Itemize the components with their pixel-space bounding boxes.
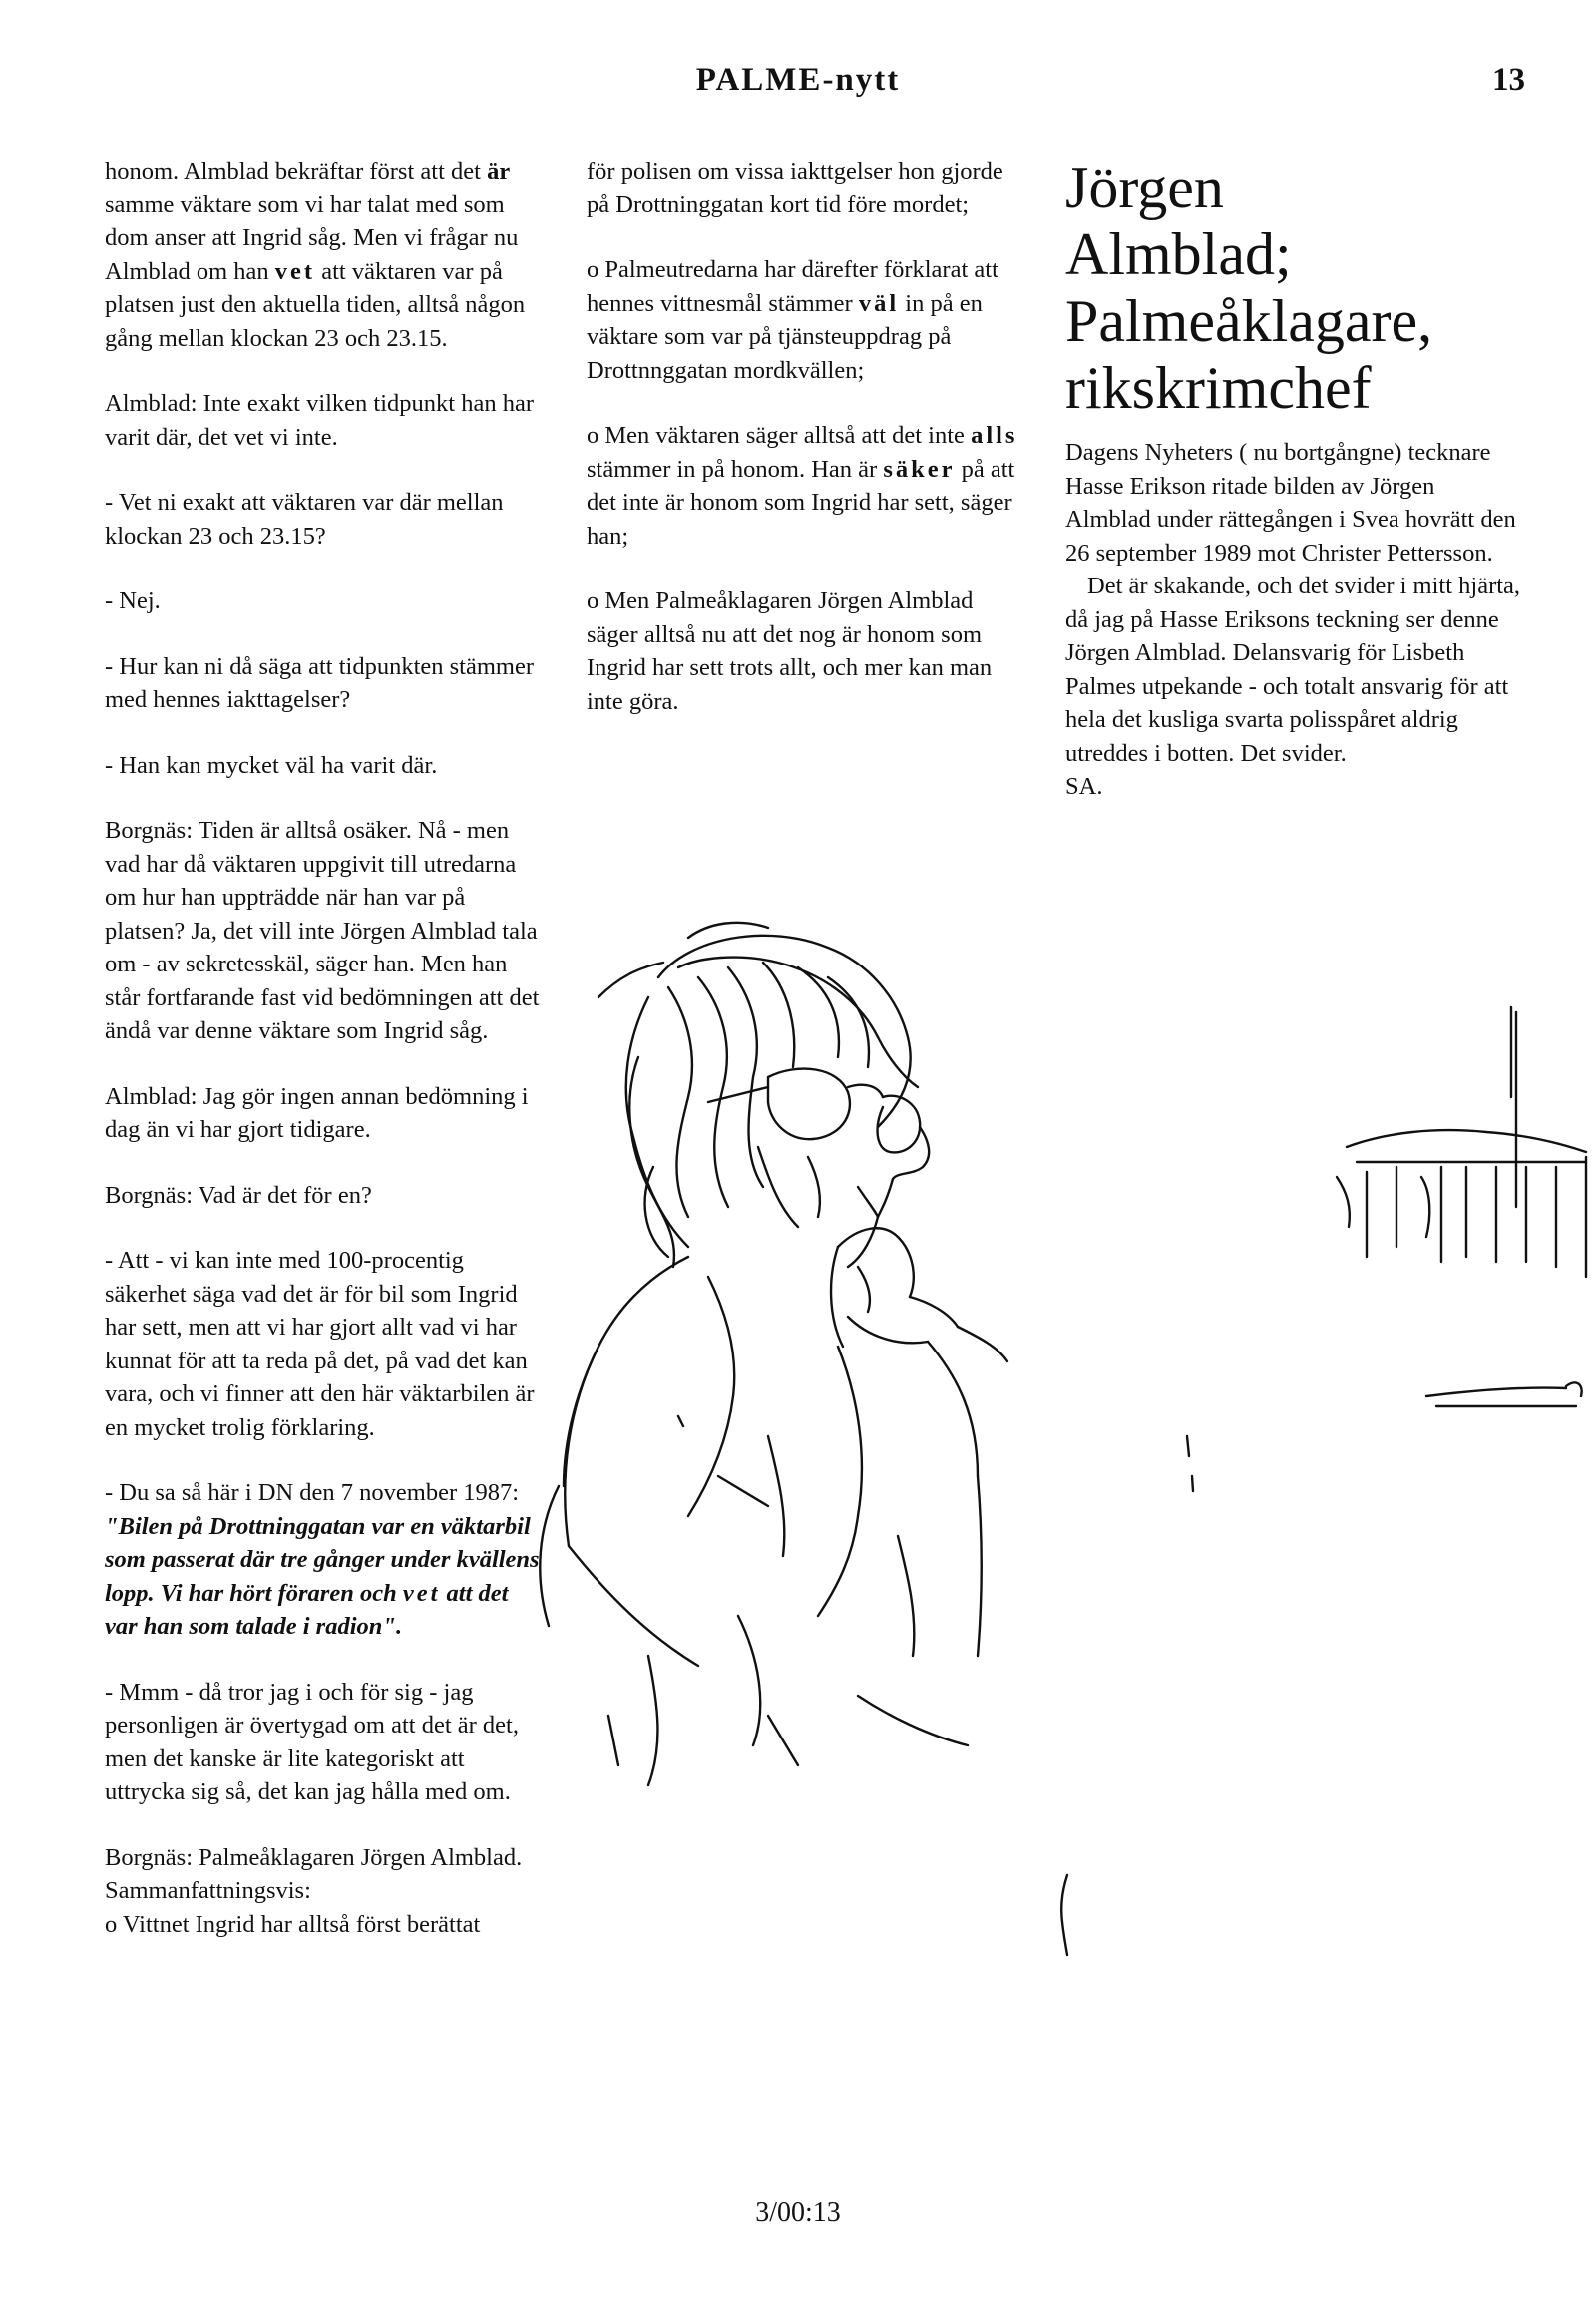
paragraph: o Vittnet Ingrid har alltså först berättat	[105, 1910, 481, 1938]
paragraph: Dagens Nyheters ( nu bortgångne) tecknare Hasse Erikson ritade bilden av Jörgen Almblad under rättegången i Svea hovrätt den 26 september 1989 mot Christer Pettersson.	[1065, 439, 1516, 567]
article-body	[1065, 436, 1524, 804]
paragraph: o Men Palmeåklagaren Jörgen Almblad säger alltså nu att det nog är honom som Ingrid har sett trots allt, och mer kan man inte göra.	[587, 587, 993, 715]
paragraph: - Han kan mycket väl ha varit där.	[105, 751, 438, 779]
paragraph: - Att - vi kan inte med 100-procentig säkerhet säga vad det är för bil som Ingrid har sett, men att vi har gjort allt vad vi har kunnat för att ta reda på det, på vad det kan vara, och vi finner att den här väktarbilen är en mycket trolig förklaring.	[105, 1247, 535, 1441]
paragraph: honom. Almblad bekräftar först att det är samme väktare som vi har talat med som dom anser att Ingrid såg. Men vi frågar nu Almblad om han vet att väktaren var på platsen just den aktuella tiden, alltså någon gång mellan klockan 23 och 23.15.	[105, 158, 526, 352]
courtroom-sketch-image	[539, 918, 1596, 2025]
column-1	[105, 155, 544, 1941]
paragraph: Borgnäs: Palmeåklagaren Jörgen Almblad. Sammanfattningsvis:	[105, 1843, 523, 1904]
column-2	[587, 155, 1025, 750]
footer-page-label: 3/00:13	[755, 2197, 841, 2228]
page-number: 13	[1492, 62, 1525, 98]
paragraph: Almblad: Jag gör ingen annan bedömning i dag än vi har gjort tidigare.	[105, 1082, 529, 1143]
newsletter-title: PALME-nytt	[695, 62, 901, 98]
column-3	[1065, 155, 1524, 804]
signature: SA.	[1065, 773, 1103, 800]
paragraph: Borgnäs: Vad är det för en?	[105, 1181, 372, 1209]
paragraph: o Men väktaren säger alltså att det inte alls stämmer in på honom. Han är säker på att det inte är honom som Ingrid har sett, säger han;	[587, 422, 1018, 550]
paragraph: för polisen om vissa iakttgelser hon gjorde på Drottninggatan kort tid före mordet;	[587, 158, 1003, 218]
paragraph: - Nej.	[105, 587, 161, 614]
paragraph: - Mmm - då tror jag i och för sig - jag personligen är övertygad om att det är det, men det kanske är lite kategoriskt att uttrycka sig så, det kan jag hålla med om.	[105, 1678, 519, 1805]
paragraph: o Palmeutredarna har därefter förklarat att hennes vittnesmål stämmer väl in på en väktare som var på tjänsteuppdrag på Drottnnggatan mordkvällen;	[587, 256, 998, 384]
article-headline: Jörgen Almblad; Palmeåklagare, rikskrimchef	[1065, 155, 1433, 421]
paragraph: - Vet ni exakt att väktaren var där mellan klockan 23 och 23.15?	[105, 489, 504, 550]
paragraph: Borgnäs: Tiden är alltså osäker. Nå - men vad har då väktaren uppgivit till utredarna om hur han uppträdde när han var på platsen? Ja, det vill inte Jörgen Almblad tala om - av sekretesskäl, säger han. Men han står fortfarande fast vid bedömningen att det ändå var denne väktare som Ingrid såg.	[105, 817, 540, 1044]
paragraph: Almblad: Inte exakt vilken tidpunkt han har varit där, det vet vi inte.	[105, 390, 535, 451]
paragraph: Det är skakande, och det svider i mitt hjärta, då jag på Hasse Eriksons teckning ser denne Jörgen Almblad. Delansvarig för Lisbeth Palmes utpekande - och totalt ansvarig för att hela det kusliga svarta polisspåret aldrig utreddes i botten. Det svider.	[1065, 573, 1521, 767]
paragraph: - Hur kan ni då säga att tidpunkten stämmer med hennes iakttagelser?	[105, 652, 534, 713]
paragraph: - Du sa så här i DN den 7 november 1987: "Bilen på Drottninggatan var en väktarbil som passerat där tre gånger under kvällens lopp. Vi har hört föraren och vet att det var han som talade i radion".	[105, 1479, 540, 1640]
